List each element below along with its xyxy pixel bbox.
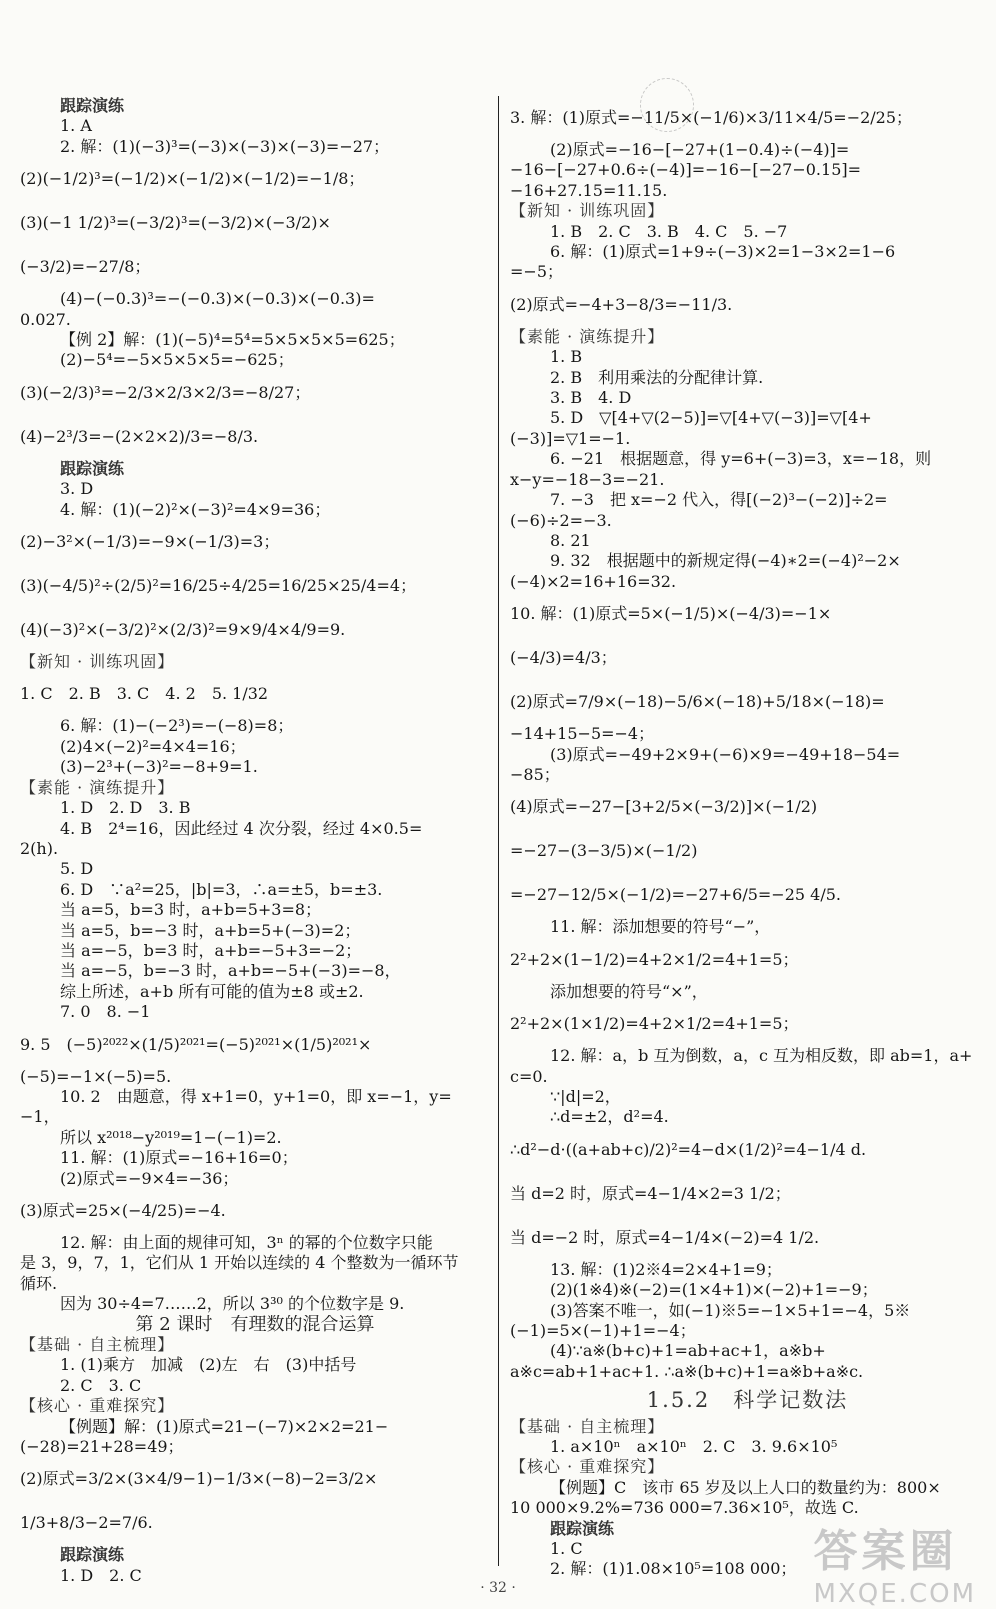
right-line: 9. 32 根据题中的新规定得(−4)∗2=(−4)²−2× <box>550 551 901 571</box>
right-line: 2²+2×(1−1/2)=4+2×1/2=4+1=5； <box>510 949 799 969</box>
right-line: (3)原式=−49+2×9+(−6)×9=−49+18−54= <box>550 744 901 764</box>
right-line: 12. 解：a，b 互为倒数，a，c 互为相反数，即 ab=1，a+ <box>550 1046 973 1066</box>
left-line: 2(h). <box>20 838 59 858</box>
right-line: 当 d=−2 时，原式=4−1/4×(−2)=4 1/2. <box>510 1227 820 1247</box>
right-line: =−27−12/5×(−1/2)=−27+6/5=−25 4/5. <box>510 885 841 905</box>
right-line: 13. 解：(1)2※4=2×4+1=9； <box>550 1259 782 1279</box>
left-line: 1. (1)乘方 加减 (2)左 右 (3)中括号 <box>60 1355 357 1375</box>
right-line: ∴d²−d·((a+ab+c)/2)²=4−d×(1/2)²=4−1/4 d. <box>510 1139 867 1159</box>
left-line: −1， <box>20 1107 60 1127</box>
left-line: 1. C 2. B 3. C 4. 2 5. 1/32 <box>20 684 269 704</box>
right-line: 5. D ▽[4+▽(2−5)]=▽[4+▽(−3)]=▽[4+ <box>550 408 872 428</box>
right-line: 11. 解：添加想要的符号“−”， <box>550 917 771 937</box>
right-line: 3. 解：(1)原式=−11/5×(−1/6)×3/11×4/5=−2/25； <box>510 108 913 127</box>
left-line: 【新知 · 训练巩固】 <box>20 652 175 672</box>
left-line: 6. D ∵a²=25，|b|=3，∴a=±5，b=±3. <box>60 879 383 899</box>
right-line: 【核心 · 重难探究】 <box>510 1457 665 1477</box>
right-line: (−3)]=▽1=−1. <box>510 428 631 448</box>
left-line: 1. D 2. D 3. B <box>60 798 191 818</box>
left-line: 第 2 课时 有理数的混合运算 <box>135 1314 375 1335</box>
right-line: (4)∵a※(b+c)+1=ab+ac+1，a※b+ <box>550 1341 826 1361</box>
right-line: 10 000×9.2%=736 000=7.36×10⁵，故选 C. <box>510 1498 859 1518</box>
left-line: 4. 解：(1)(−2)²×(−3)²=4×9=36； <box>60 499 331 519</box>
left-line: 【素能 · 演练提升】 <box>20 777 175 797</box>
right-line: (−6)÷2=−3. <box>510 510 612 530</box>
left-line: (2)原式=−9×4=−36； <box>60 1168 239 1188</box>
right-line: −16−[−27+0.6÷(−4)]=−16−[−27−0.15]= <box>510 160 862 180</box>
left-line: (2)−5⁴=−5×5×5×5=−625； <box>60 350 294 370</box>
left-line: (4)(−3)²×(−3/2)²×(2/3)²=9×9/4×4/9=9. <box>20 620 346 640</box>
right-line: 6. 解：(1)原式=1+9÷(−3)×2=1−3×2=1−6 <box>550 242 896 262</box>
left-line: (2)4×(−2)²=4×4=16； <box>60 736 246 756</box>
right-line: 添加想要的符号“×”， <box>550 981 708 1001</box>
left-line: 因为 30÷4=7……2，所以 3³⁰ 的个位数字是 9. <box>60 1294 405 1314</box>
right-column <box>510 96 985 1580</box>
left-line: (3)原式=25×(−4/25)=−4. <box>20 1201 226 1220</box>
left-line: (4)−2³/3=−(2×2×2)/3=−8/3. <box>20 426 259 446</box>
right-line: 1. B 2. C 3. B 4. C 5. −7 <box>550 221 788 241</box>
left-line: 0.027. <box>20 309 71 329</box>
left-line: 当 a=−5，b=−3 时，a+b=−5+(−3)=−8， <box>60 961 401 981</box>
left-line: (3)(−1 1/2)³=(−3/2)³=(−3/2)×(−3/2)× <box>20 213 331 233</box>
left-line: 2. 解：(1)(−3)³=(−3)×(−3)×(−3)=−27； <box>60 136 390 156</box>
right-line: 当 d=2 时，原式=4−1/4×2=3 1/2； <box>510 1183 791 1203</box>
left-column <box>20 96 490 1586</box>
left-line: 1/3+8/3−2=7/6. <box>20 1513 153 1533</box>
watermark-logo <box>814 1515 976 1609</box>
right-line: (3)答案不唯一，如(−1)※5=−1×5+1=−4，5※ <box>550 1300 911 1320</box>
watermark-url: MXQE.COM <box>813 1579 976 1609</box>
left-line: 10. 2 由题意，得 x+1=0，y+1=0，即 x=−1，y= <box>60 1086 452 1106</box>
right-line: ∵|d|=2， <box>550 1086 621 1106</box>
right-line: (2)原式=−16−[−27+(1−0.4)÷(−4)]= <box>550 140 850 159</box>
left-line: 跟踪演练 <box>60 1545 125 1565</box>
right-line: (−1)=5×(−1)+1=−4； <box>510 1321 696 1340</box>
right-line: x−y=−18−3=−21. <box>510 469 665 489</box>
right-line: 10. 解：(1)原式=5×(−1/5)×(−4/3)=−1× <box>510 604 832 624</box>
left-line: 11. 解：(1)原式=−16+16=0； <box>60 1148 298 1168</box>
right-line: 跟踪演练 <box>550 1518 615 1538</box>
right-line: =−5； <box>510 262 563 282</box>
left-line: (−3/2)=−27/8； <box>20 257 151 277</box>
right-line: (−4/3)=4/3； <box>510 648 617 668</box>
left-line: 6. 解：(1)−(−2³)=−(−8)=8； <box>60 716 294 736</box>
right-line: −16+27.15=11.15. <box>510 180 668 200</box>
left-line: 3. D <box>60 479 94 499</box>
right-line: 【基础 · 自主梳理】 <box>510 1416 665 1436</box>
left-line: 综上所述，a+b 所有可能的值为±8 或±2. <box>60 981 364 1001</box>
right-line: 2. B 利用乘法的分配律计算. <box>550 367 764 387</box>
right-line: 1. B <box>550 347 583 367</box>
right-line: ∴d=±2，d²=4. <box>550 1107 669 1127</box>
left-line: 12. 解：由上面的规律可知，3ⁿ 的幂的个位数字只能 <box>60 1233 433 1252</box>
right-line: 7. −3 把 x=−2 代入，得[(−2)³−(−2)]÷2= <box>550 490 888 510</box>
left-line: 跟踪演练 <box>60 96 125 115</box>
left-line: 【例 2】解：(1)(−5)⁴=5⁴=5×5×5×5=625； <box>60 330 405 350</box>
left-line: 【基础 · 自主梳理】 <box>20 1335 175 1355</box>
left-line: 9. 5 (−5)²⁰²²×(1/5)²⁰²¹=(−5)²⁰²¹×(1/5)²⁰²¹× <box>20 1034 372 1054</box>
left-line: 是 3，9，7，1，它们从 1 开始以连续的 4 个整数为一循环节 <box>20 1253 459 1273</box>
right-line: a※c=ab+1+ac+1. ∴a※(b+c)+1=a※b+a※c. <box>510 1361 864 1381</box>
left-line: 当 a=5，b=3 时，a+b=5+3=8； <box>60 900 322 920</box>
right-line: 3. B 4. D <box>550 388 632 408</box>
right-line: 1. a×10ⁿ a×10ⁿ 2. C 3. 9.6×10⁵ <box>550 1437 838 1457</box>
right-line: (4)原式=−27−[3+2/5×(−3/2)]×(−1/2) <box>510 797 818 817</box>
left-line: (2)−3²×(−1/3)=−9×(−1/3)=3； <box>20 532 280 552</box>
right-line: 2²+2×(1×1/2)=4+2×1/2=4+1=5； <box>510 1014 799 1034</box>
left-line: 跟踪演练 <box>60 458 125 478</box>
right-line: 2. 解：(1)1.08×10⁵=108 000； <box>550 1559 797 1579</box>
right-line: 【新知 · 训练巩固】 <box>510 201 665 221</box>
left-line: (−28)=21+28=49； <box>20 1437 184 1457</box>
column-divider <box>498 96 499 1566</box>
right-line: 8. 21 <box>550 530 591 550</box>
left-line: (3)−2³+(−3)²=−8+9=1. <box>60 757 258 777</box>
page-number: · 32 · <box>480 1580 516 1596</box>
left-line: (3)(−2/3)³=−2/3×2/3×2/3=−8/27； <box>20 382 311 402</box>
left-line: 2. C 3. C <box>60 1375 142 1395</box>
left-line: 1. A <box>60 116 92 136</box>
left-line: 所以 x²⁰¹⁸−y²⁰¹⁹=1−(−1)=2. <box>60 1127 282 1147</box>
right-line: 1. C <box>550 1539 583 1559</box>
right-line: 【素能 · 演练提升】 <box>510 326 665 346</box>
right-line: (2)(1※4)※(−2)=(1×4+1)×(−2)+1=−9； <box>550 1280 878 1300</box>
right-line: (2)原式=7/9×(−18)−5/6×(−18)+5/18×(−18)= <box>510 692 885 712</box>
left-line: (2)原式=3/2×(3×4/9−1)−1/3×(−8)−2=3/2× <box>20 1469 378 1489</box>
right-line: (−4)×2=16+16=32. <box>510 571 677 591</box>
left-line: (−5)=−1×(−5)=5. <box>20 1066 172 1086</box>
right-line: 【例题】C 该市 65 岁及以上人口的数量约为：800× <box>550 1477 941 1497</box>
watermark-text: 答案圈 <box>813 1526 958 1577</box>
right-line: −14+15−5=−4； <box>510 724 655 744</box>
right-line: 1.5.2 科学记数法 <box>646 1388 849 1413</box>
left-line: 【核心 · 重难探究】 <box>20 1396 175 1416</box>
left-line: 7. 0 8. −1 <box>60 1002 151 1022</box>
left-line: 4. B 2⁴=16，因此经过 4 次分裂，经过 4×0.5= <box>60 818 423 838</box>
right-line: =−27−(3−3/5)×(−1/2) <box>510 841 698 861</box>
right-line: (2)原式=−4+3−8/3=−11/3. <box>510 294 733 314</box>
left-line: 1. D 2. C <box>60 1565 142 1585</box>
right-line: −85； <box>510 764 560 784</box>
left-line: 【例题】解：(1)原式=21−(−7)×2×2=21− <box>60 1416 389 1436</box>
left-line: 循环. <box>20 1273 58 1293</box>
left-line: (2)(−1/2)³=(−1/2)×(−1/2)×(−1/2)=−1/8； <box>20 169 365 189</box>
right-line: 6. −21 根据题意，得 y=6+(−3)=3，x=−18，则 <box>550 449 932 469</box>
right-line: c=0. <box>510 1066 548 1086</box>
left-line: 当 a=5，b=−3 时，a+b=5+(−3)=2； <box>60 920 361 940</box>
left-line: (4)−(−0.3)³=−(−0.3)×(−0.3)×(−0.3)= <box>60 289 375 309</box>
left-line: (3)(−4/5)²÷(2/5)²=16/25÷4/25=16/25×25/4=4； <box>20 576 417 596</box>
left-line: 5. D <box>60 859 94 879</box>
left-line: 当 a=−5，b=3 时，a+b=−5+3=−2； <box>60 940 362 960</box>
